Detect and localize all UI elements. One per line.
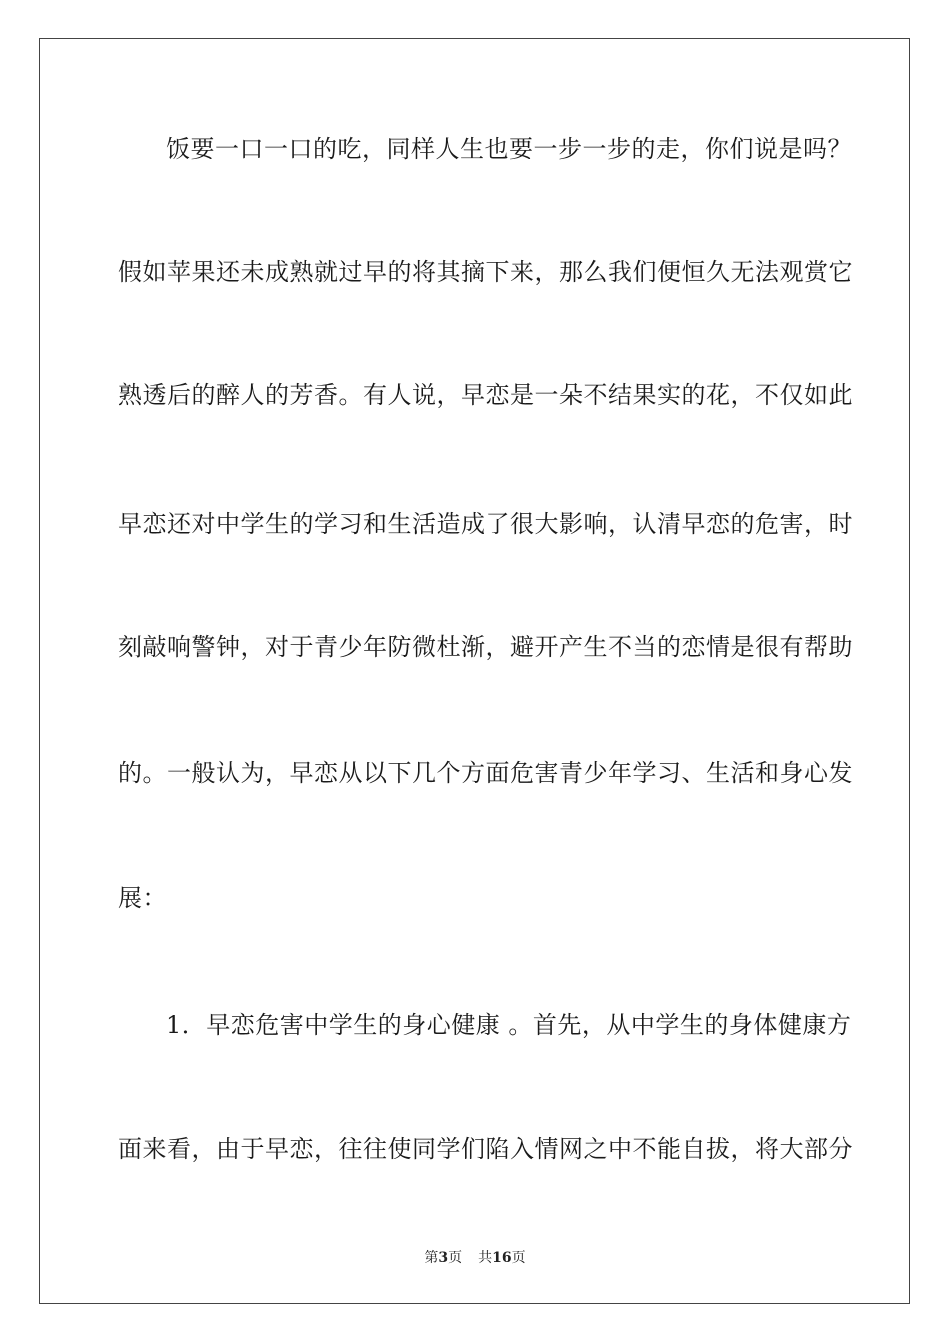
page-footer: [0, 1248, 950, 1268]
paragraph-line: 熟透后的醉人的芳香。有人说，早恋是一朵不结果实的花，不仅如此: [118, 381, 853, 409]
page-label-prefix: 第: [424, 1250, 439, 1266]
page-number: 3: [438, 1250, 449, 1266]
total-label-prefix: 共: [478, 1250, 493, 1266]
paragraph-line: 早恋还对中学生的学习和生活造成了很大影响，认清早恋的危害，时: [118, 510, 853, 538]
paragraph-line: 面来看，由于早恋，往往使同学们陷入情网之中不能自拔，将大部分: [118, 1135, 853, 1163]
paragraph-line: 刻敲响警钟，对于青少年防微杜渐，避开产生不当的恋情是很有帮助: [118, 633, 853, 661]
paragraph-line: 假如苹果还未成熟就过早的将其摘下来，那么我们便恒久无法观赏它: [118, 258, 853, 286]
paragraph-line: 1．早恋危害中学生的身心健康 。首先，从中学生的身体健康方: [166, 1011, 852, 1039]
paragraph-line: 的。一般认为，早恋从以下几个方面危害青少年学习、生活和身心发: [118, 759, 853, 787]
total-pages: 16: [492, 1250, 512, 1266]
page-border: [39, 38, 910, 1304]
page-label-suffix: 页: [448, 1250, 463, 1266]
paragraph-line: 饭要一口一口的吃，同样人生也要一步一步的走，你们说是吗？: [166, 135, 852, 163]
paragraph-line: 展：: [118, 884, 167, 912]
total-label-suffix: 页: [511, 1250, 526, 1266]
